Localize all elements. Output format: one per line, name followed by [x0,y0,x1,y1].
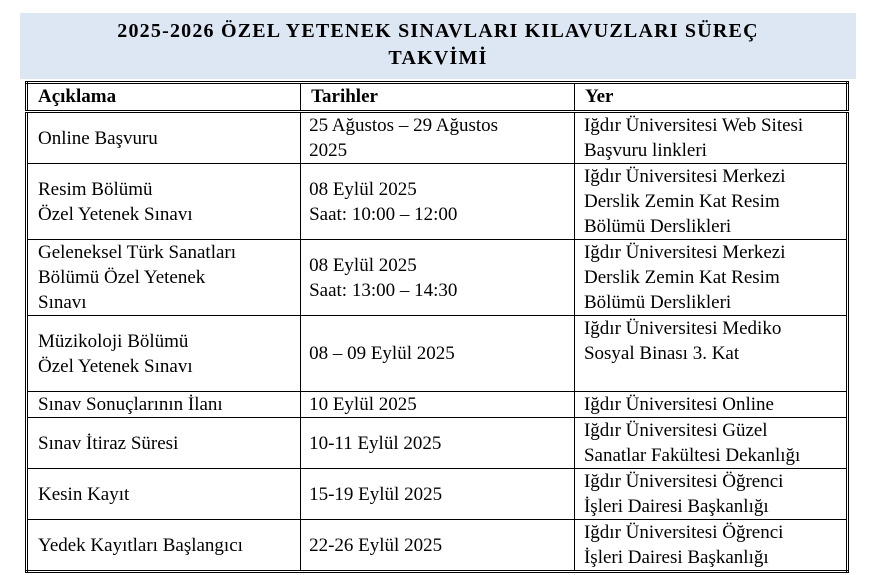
title-line-2: TAKVİMİ [388,47,488,69]
row-dates: 25 Ağustos – 29 Ağustos 2025 [301,112,575,164]
row-dates: 10-11 Eylül 2025 [301,418,575,469]
row-place: Iğdır Üniversitesi Öğrenci İşleri Dairesi Başkanlığı [574,469,847,520]
table-row [27,316,848,392]
row-description: Resim Bölümü Özel Yetenek Sınavı [27,164,301,240]
row-dates: 10 Eylül 2025 [301,392,575,418]
table-row [27,112,848,164]
row-place: Iğdır Üniversitesi Öğrenci İşleri Dairesi Başkanlığı [574,520,847,572]
row-description: Müzikoloji Bölümü Özel Yetenek Sınavı [27,316,301,392]
table-row [27,469,848,520]
row-place: Iğdır Üniversitesi Online [574,392,847,418]
row-place: Iğdır Üniversitesi Mediko Sosyal Binası 3. Kat [574,316,847,392]
row-dates: 08 Eylül 2025 Saat: 13:00 – 14:30 [301,240,575,316]
header-description: Açıklama [27,83,301,112]
row-place: Iğdır Üniversitesi Merkezi Derslik Zemin Kat Resim Bölümü Derslikleri [574,240,847,316]
row-place: Iğdır Üniversitesi Merkezi Derslik Zemin Kat Resim Bölümü Derslikleri [574,164,847,240]
title-line-1: 2025-2026 ÖZEL YETENEK SINAVLARI KILAVUZLARI SÜREÇ [117,20,759,42]
row-place: Iğdır Üniversitesi Web Sitesi Başvuru linkleri [574,112,847,164]
row-dates: 22-26 Eylül 2025 [301,520,575,572]
row-dates: 08 – 09 Eylül 2025 [301,316,575,392]
table-header-row [27,83,848,112]
row-dates: 15-19 Eylül 2025 [301,469,575,520]
table-row [27,520,848,572]
row-place: Iğdır Üniversitesi Güzel Sanatlar Fakültesi Dekanlığı [574,418,847,469]
row-description: Geleneksel Türk Sanatları Bölümü Özel Yetenek Sınavı [27,240,301,316]
header-dates: Tarihler [301,83,575,112]
header-place: Yer [574,83,847,112]
table-row [27,164,848,240]
row-dates: 08 Eylül 2025 Saat: 10:00 – 12:00 [301,164,575,240]
row-description: Sınav Sonuçlarının İlanı [27,392,301,418]
row-description: Kesin Kayıt [27,469,301,520]
row-description: Sınav İtiraz Süresi [27,418,301,469]
row-description: Yedek Kayıtları Başlangıcı [27,520,301,572]
table-row [27,392,848,418]
schedule-table [25,81,849,573]
row-description: Online Başvuru [27,112,301,164]
document-title [20,13,856,79]
table-row [27,240,848,316]
table-row [27,418,848,469]
